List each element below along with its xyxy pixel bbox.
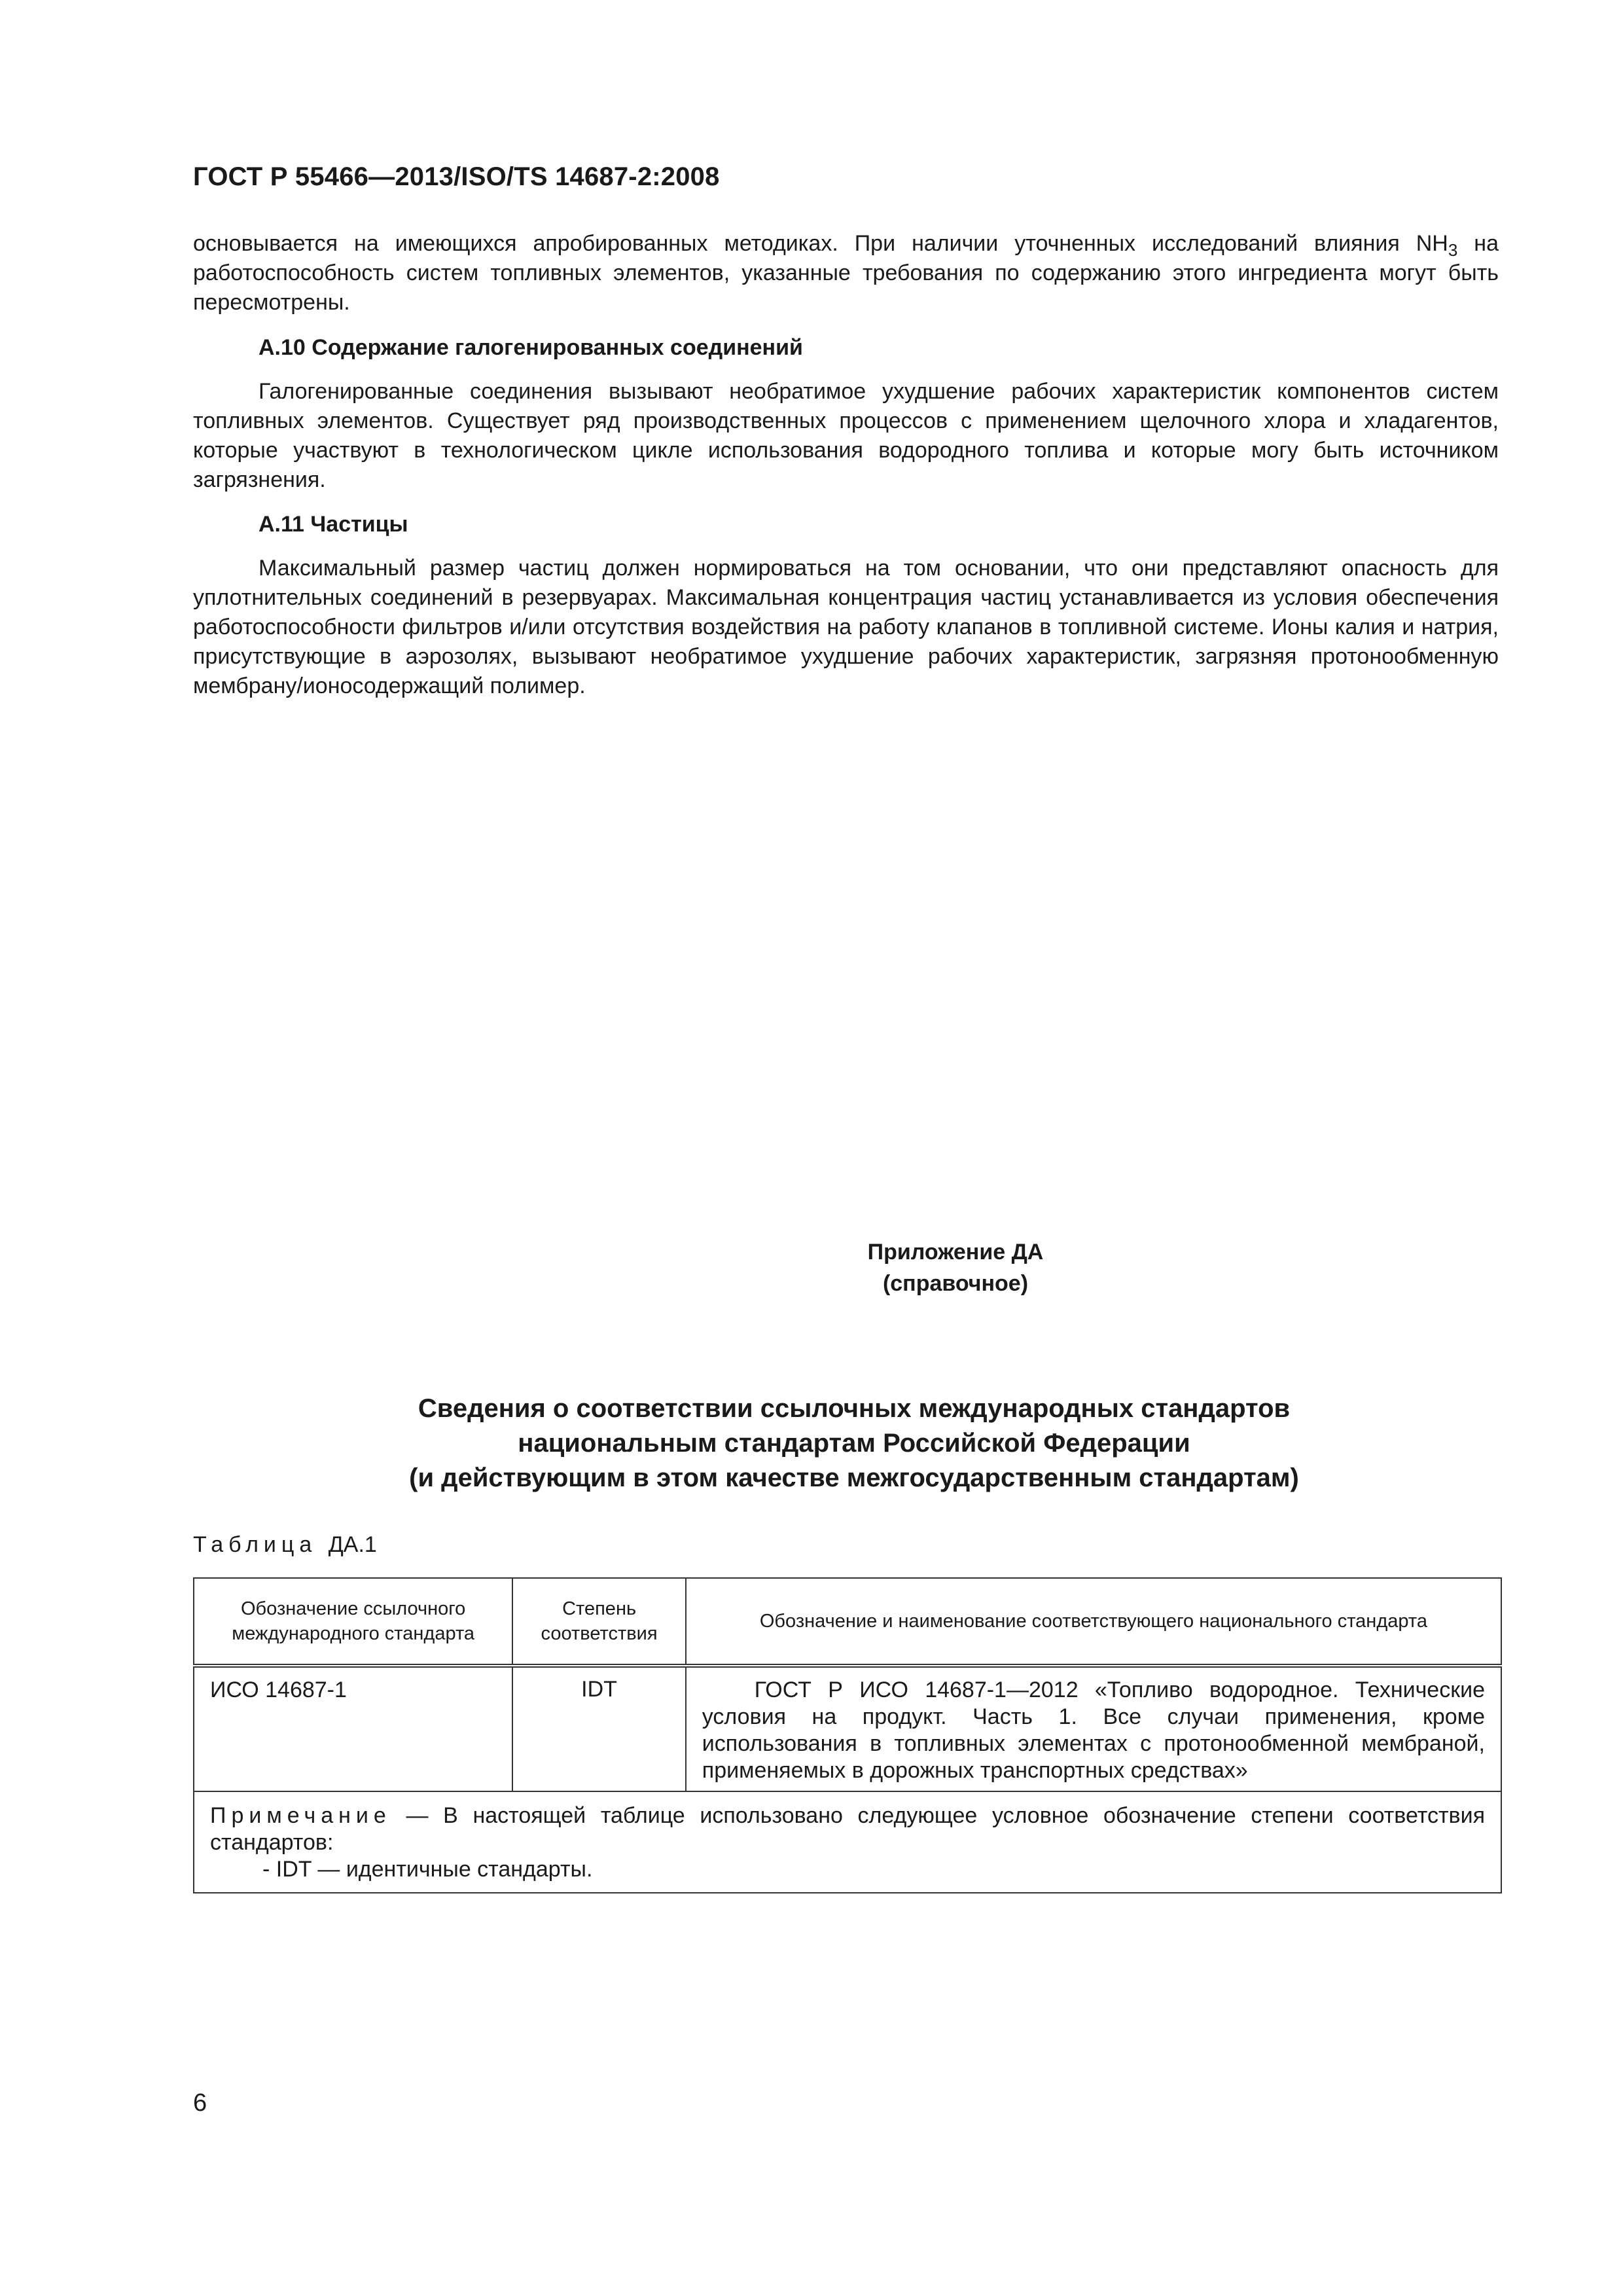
note-text: — В настоящей таблице использовано следующее условное обозначение степени соответствия стандартов: [210,1803,1485,1855]
note-item: - IDT — идентичные стандарты. [262,1857,593,1882]
table-caption [193,1532,377,1558]
cell-degree: IDT [512,1666,685,1791]
note-label: Примечание [210,1803,391,1828]
table-row [194,1666,1501,1791]
formula-nh3: $NH_3$ [1416,231,1458,260]
section-a10-title: А.10 Содержание галогенированных соединений [259,335,803,360]
appendix-heading: Приложение ДА [867,1240,1044,1265]
appendix-title-line: (и действующим в этом качестве межгосударственным стандартам) [409,1463,1299,1492]
header-degree: Степень соответствия [512,1578,685,1666]
table-note-row [194,1791,1501,1893]
section-a11-text: Максимальный размер частиц должен нормироваться на том основании, что они представляют опасность для уплотнительных соединений в резервуарах. Максимальная концентрация частиц устанавливается из условия обеспечения работоспособности фильтров и/или отсутствия воздействия на работу клапанов в топливной системе. Ионы калия и натрия, присутствующие в аэрозолях, вызывают необратимое ухудшение рабочих характеристик, загрязняя протонообменную мембрану/ионосодержащий полимер. [193,556,1499,698]
appendix-title-line: национальным стандартам Российской Федерации [518,1429,1190,1458]
section-a11-title: А.11 Частицы [259,512,408,537]
appendix-status: (справочное) [882,1271,1029,1296]
page-header-standard-code: ГОСТ Р 55466—2013/ISO/TS 14687-2:2008 [193,162,720,191]
table-note [194,1791,1501,1893]
header-national-standard: Обозначение и наименование соответствующего национального стандарта [686,1578,1501,1666]
table-caption-word: Таблица [193,1532,317,1557]
table-header-row [194,1578,1501,1666]
cell-national: ГОСТ Р ИСО 14687-1—2012 «Топливо водородное. Технические условия на продукт. Часть 1. Все случаи применения, кроме использования в топливных элементах с протонообменной мембраной, применяемых в дорожных транспортных средствах» [686,1666,1501,1791]
page-number: 6 [193,2089,207,2117]
correspondence-table [193,1577,1502,1893]
appendix-title-line: Сведения о соответствии ссылочных международных стандартов [418,1394,1291,1423]
cell-international: ИСО 14687-1 [194,1666,512,1791]
table-caption-number: ДА.1 [328,1532,377,1557]
continuation-text-end: на работоспособность систем топливных элементов, указанные требования по содержанию этого ингредиента могут быть пересмотрены. [193,231,1499,315]
appendix-title [288,1391,1420,1496]
section-a10-text: Галогенированные соединения вызывают необратимое ухудшение рабочих характеристик компонентов систем топливных элементов. Существует ряд производственных процессов с применением щелочного хлора и хладагентов, которые участвуют в технологическом цикле использования водородного топлива и которые могу быть источником загрязнения. [193,379,1499,492]
header-international-standard: Обозначение ссылочного международного стандарта [194,1578,512,1666]
continuation-text-start: основывается на имеющихся апробированных методиках. При наличии уточненных исследований влияния [193,231,1416,256]
continuation-paragraph [193,229,1499,317]
